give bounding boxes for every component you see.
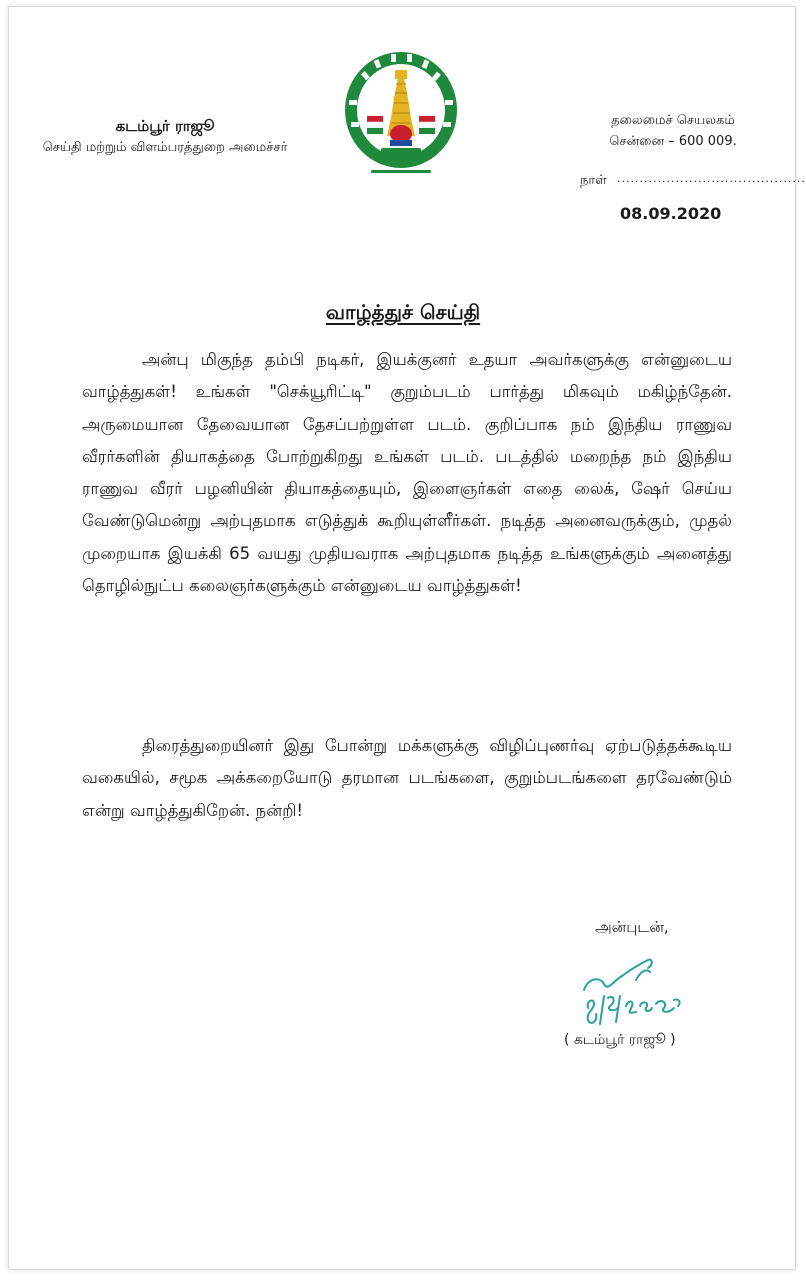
date-label: நாள் (580, 173, 607, 188)
sender-title: செய்தி மற்றும் விளம்பரத்துறை அமைச்சர் (42, 140, 288, 155)
body-paragraph-1: அன்பு மிகுந்த தம்பி நடிகர், இயக்குனர் உதயா அவர்களுக்கு என்னுடைய வாழ்த்துகள்! உங்கள் "செக்யூரிட்டி" குறும்படம் பார்த்து மிகவும் மகிழ்ந்தேன். அருமையான தேவையான தேசப்பற்றுள்ள படம். குறிப்பாக நம் இந்திய ராணுவ வீரர்களின் தியாகத்தை போற்றுகிறது உங்கள் படம். படத்தில் மறைந்த நம் இந்திய ராணுவ வீரர் பழனியின் தியாகத்தையும், இளைஞர்கள் எதை லைக், ஷேர் செய்ய வேண்டுமென்று அற்புதமாக எடுத்துக் கூறியுள்ளீர்கள். நடித்த அனைவருக்கும், முதல் முறையாக இயக்கி 65 வயது முதியவராக அற்புதமாக நடித்த உங்களுக்கும் அனைத்து தொழில்நுட்ப கலைஞர்களுக்கும் என்னுடைய வாழ்த்துகள்! (82, 350, 732, 596)
sender-block (30, 116, 300, 158)
tamil-nadu-government-emblem-icon (341, 48, 461, 180)
letter-heading: வாழ்த்துச் செய்தி (325, 300, 481, 324)
address-line-1: தலைமைச் செயலகம் (611, 113, 735, 128)
office-address (598, 110, 748, 152)
date-value: 08.09.2020 (620, 204, 722, 223)
body-paragraph-2: திரைத்துறையினர் இது போன்று மக்களுக்கு விழிப்புணர்வு ஏற்படுத்தக்கூடிய வகையில், சமூக அக்கறையோடு தரமான படங்களை, குறும்படங்களை தரவேண்டும் என்று வாழ்த்துகிறேன். நன்றி! (82, 736, 732, 820)
closing-salutation: அன்புடன், (595, 918, 669, 936)
date-line (580, 172, 806, 189)
sender-name: கடம்பூர் ராஜூ (115, 117, 215, 135)
handwritten-signature-icon (578, 950, 688, 1028)
letter-page (8, 6, 796, 1270)
address-line-2: சென்னை – 600 009. (609, 134, 737, 149)
signatory-name: ( கடம்பூர் ராஜூ ) (564, 1032, 676, 1048)
date-dots: .......................................... (617, 172, 806, 185)
